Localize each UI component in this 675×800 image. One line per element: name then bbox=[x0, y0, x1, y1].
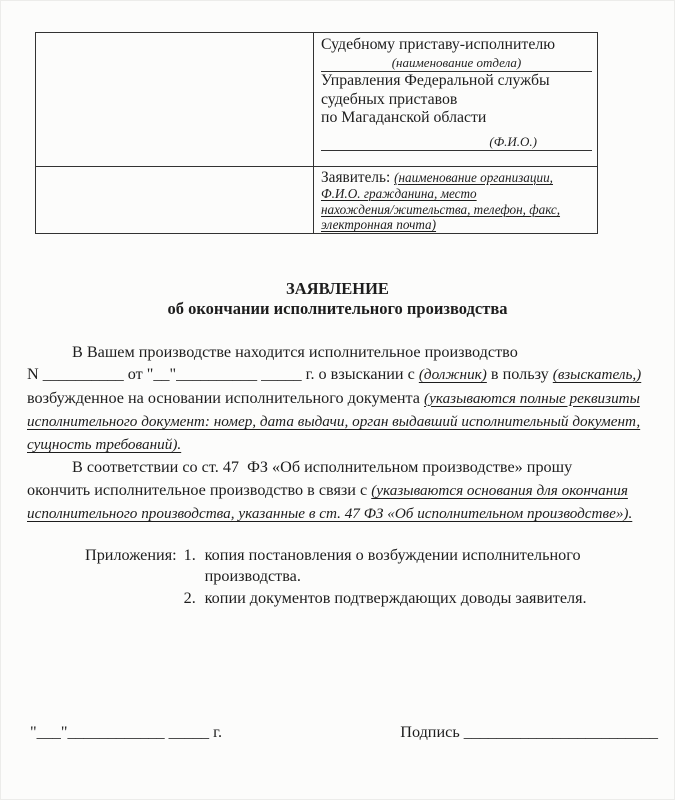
header-table-empty-cell bbox=[36, 33, 314, 166]
attachment-text: копия постановления о возбуждении исполнительного производства. bbox=[204, 546, 581, 586]
applicant-row bbox=[36, 166, 597, 233]
document-details-hint: (указываются полные реквизиты bbox=[424, 389, 640, 407]
title-line-2: об окончании исполнительного производства bbox=[167, 299, 508, 318]
department-blank-field bbox=[321, 55, 592, 72]
recipient-line-4: по Магаданской области bbox=[321, 109, 487, 126]
recipient-line-3: судебных приставов bbox=[321, 90, 458, 108]
recipient-line-2: Управления Федеральной службы bbox=[321, 72, 550, 89]
attachment-item-1 bbox=[184, 545, 603, 588]
recipient-row bbox=[36, 33, 597, 166]
attachment-number: 2. bbox=[183, 588, 196, 607]
fio-blank-field bbox=[321, 134, 592, 151]
applicant-label: Заявитель: bbox=[321, 169, 395, 186]
paragraph2-line-1: В соответствии со ст. 47 ФЗ «Об исполнительном производстве» прошу bbox=[72, 458, 573, 477]
header-table bbox=[35, 32, 598, 234]
attachments-section bbox=[85, 545, 603, 609]
paragraph1-line-3: возбужденное на основании исполнительного документа (указываются полные реквизиты bbox=[27, 388, 640, 407]
recipient-cell bbox=[314, 33, 597, 166]
case-number-blank: N __________ от "__"__________ _____ г. о взыскании с bbox=[27, 365, 419, 384]
debtor-hint: (должник) bbox=[418, 366, 487, 384]
paragraph1-line-4: исполнительного документ: номер, дата выдачи, орган выдавший исполнительный документ, bbox=[27, 412, 641, 430]
applicant-hint: (наименование организации, bbox=[394, 170, 553, 185]
attachments-label: Приложения: bbox=[85, 546, 177, 564]
paragraph1-line-1: В Вашем производстве находится исполнительное производство bbox=[72, 343, 518, 361]
signature-group bbox=[400, 722, 658, 742]
signature-row bbox=[30, 722, 658, 742]
recipient-line-1: Судебному приставу-исполнителю bbox=[321, 36, 556, 53]
date-blank-field: "___"____________ _____ г. bbox=[30, 723, 223, 741]
paragraph1-line-5: сущность требований). bbox=[27, 436, 182, 454]
document-body bbox=[27, 341, 667, 525]
attachment-item-2 bbox=[184, 588, 603, 609]
paragraph1-line-2: N __________ от "__"__________ _____ г. о взыскании с (должник) в пользу (взыскатель,) bbox=[27, 365, 642, 384]
applicant-cell bbox=[314, 167, 597, 233]
applicant-line-1 bbox=[321, 170, 592, 186]
header-table-empty-cell-2 bbox=[36, 167, 314, 233]
document-title bbox=[0, 279, 675, 319]
attachment-number: 1. bbox=[183, 546, 196, 564]
applicant-line-4: электронная почта) bbox=[321, 217, 437, 233]
claimant-hint: (взыскатель,) bbox=[552, 366, 642, 384]
termination-grounds-hint: (указываются основания для окончания bbox=[371, 481, 628, 499]
department-hint: (наименование отдела) bbox=[391, 55, 522, 70]
attachment-text: копии документов подтверждающих доводы заявителя. bbox=[204, 588, 587, 607]
paragraph2-line-3: исполнительного производства, указанные в ст. 47 ФЗ «Об исполнительном производстве»). bbox=[27, 505, 633, 523]
signature-label: Подпись bbox=[400, 723, 464, 741]
title-line-1: ЗАЯВЛЕНИЕ bbox=[286, 279, 389, 298]
applicant-line-3: нахождения/жительства, телефон, факс, bbox=[321, 201, 561, 217]
fio-hint: (Ф.И.О.) bbox=[489, 133, 537, 149]
attachments-list bbox=[184, 545, 603, 609]
paragraph2-line-2: окончить исполнительное производство в связи с (указываются основания для окончания bbox=[27, 480, 628, 499]
signature-blank-field: ________________________ bbox=[463, 723, 658, 741]
applicant-line-2: Ф.И.О. гражданина, место bbox=[321, 185, 477, 201]
